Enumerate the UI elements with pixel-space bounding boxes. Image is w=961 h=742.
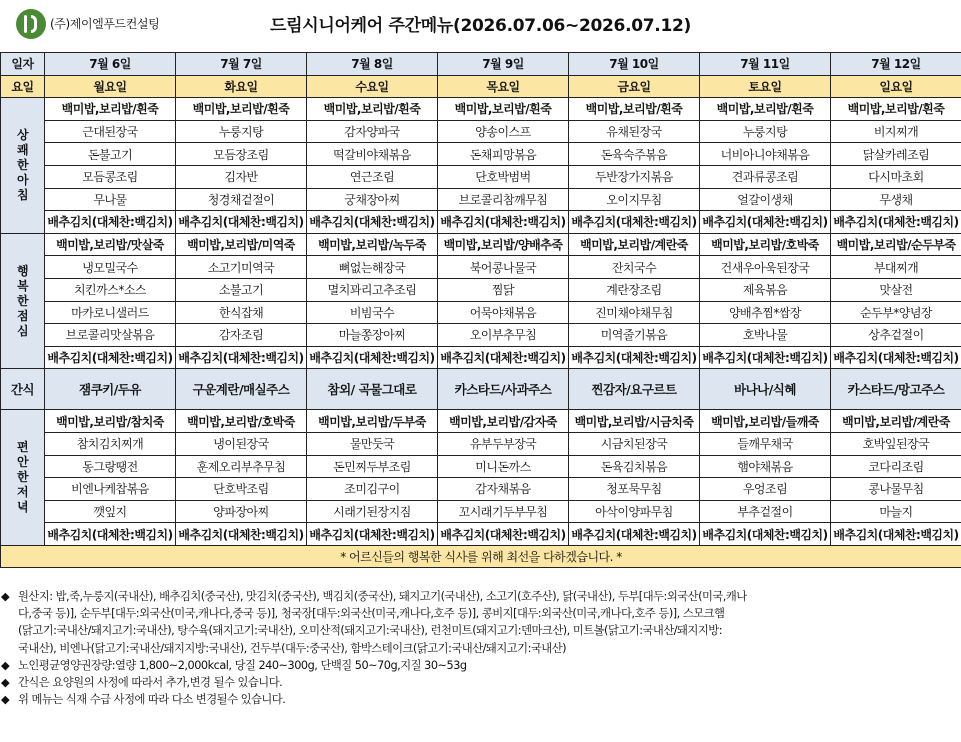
dinner-menu-item: 동그랑땡전 [45, 455, 176, 478]
lunch-menu-item: 배추김치(대체찬:백김치) [45, 346, 176, 369]
breakfast-menu-item: 모듬콩조림 [45, 165, 176, 188]
lunch-menu-item: 오이부추무침 [438, 324, 569, 347]
dinner-menu-item: 마늘지 [831, 500, 961, 523]
lunch-row [1, 324, 961, 347]
lunch-menu-item: 부대찌개 [831, 256, 961, 279]
date-cell: 7월 11일 [700, 53, 831, 76]
dinner-menu-item: 깻잎지 [45, 500, 176, 523]
company-name: (주)제이엘푸드컨설팅 [50, 17, 160, 31]
lunch-menu-item: 치킨까스*소스 [45, 278, 176, 301]
snack-row [1, 369, 961, 410]
dinner-menu-item: 배추김치(대체찬:백김치) [831, 523, 961, 546]
breakfast-menu-item: 단호박범벅 [438, 165, 569, 188]
dinner-menu-item: 백미밥,보리밥/두부죽 [307, 410, 438, 433]
lunch-menu-item: 잔치국수 [569, 256, 700, 279]
dinner-menu-item: 양파장아찌 [176, 500, 307, 523]
lunch-menu-item: 마카로니샐러드 [45, 301, 176, 324]
dinner-row [1, 410, 961, 433]
weekday-cell: 수요일 [307, 75, 438, 98]
snack-item: 찐감자/요구르트 [569, 369, 700, 410]
dinner-menu-item: 꼬시래기두부무침 [438, 500, 569, 523]
dinner-menu-item: 배추김치(대체찬:백김치) [569, 523, 700, 546]
dinner-menu-item: 햄야채볶음 [700, 455, 831, 478]
diamond-bullet-icon: ◆ [1, 676, 10, 690]
notice-row [1, 545, 961, 568]
breakfast-menu-item: 무나물 [45, 188, 176, 211]
lunch-row [1, 301, 961, 324]
note-line [0, 640, 961, 657]
dinner-menu-item: 유부두부장국 [438, 432, 569, 455]
page-header [0, 0, 961, 48]
breakfast-label-char: 아 [16, 172, 29, 187]
dinner-menu-item: 들깨무채국 [700, 432, 831, 455]
breakfast-label-char: 쾌 [16, 142, 29, 157]
breakfast-menu-item: 유채된장국 [569, 120, 700, 143]
weekday-cell: 월요일 [45, 75, 176, 98]
lunch-menu-item: 소불고기 [176, 278, 307, 301]
date-cell: 7월 7일 [176, 53, 307, 76]
weekday-cell: 토요일 [700, 75, 831, 98]
weekday-cell: 금요일 [569, 75, 700, 98]
lunch-label-char: 한 [16, 293, 29, 308]
breakfast-row [1, 98, 961, 121]
lunch-menu-item: 소고기미역국 [176, 256, 307, 279]
dinner-menu-item: 배추김치(대체찬:백김치) [307, 523, 438, 546]
dinner-menu-item: 백미밥,보리밥/참치죽 [45, 410, 176, 433]
lunch-menu-item: 찜닭 [438, 278, 569, 301]
dinner-row [1, 432, 961, 455]
note-line [0, 622, 961, 639]
lunch-menu-item: 브로콜리맛살볶음 [45, 324, 176, 347]
note-text: 국내산), 비엔나(닭고기:국내산/돼지지방:국내산), 건두부(대두:중국산), 함박스테이크(닭고기:국내산/돼지고기:국내산) [18, 641, 567, 655]
breakfast-menu-item: 배추김치(대체찬:백김치) [307, 211, 438, 234]
dinner-menu-item: 콩나물무침 [831, 478, 961, 501]
lunch-menu-item: 순두부*양념장 [831, 301, 961, 324]
dinner-menu-item: 호박잎된장국 [831, 432, 961, 455]
breakfast-menu-item: 비지찌개 [831, 120, 961, 143]
dinner-label-char: 녁 [16, 500, 29, 515]
weekday-cell: 화요일 [176, 75, 307, 98]
dinner-menu-item: 코다리조림 [831, 455, 961, 478]
breakfast-menu-item: 배추김치(대체찬:백김치) [569, 211, 700, 234]
lunch-menu-item: 냉모밀국수 [45, 256, 176, 279]
diamond-bullet-icon: ◆ [1, 693, 10, 707]
dinner-row [1, 455, 961, 478]
lunch-menu-item: 멸치꽈리고추조림 [307, 278, 438, 301]
snack-item: 카스타드/망고주스 [831, 369, 961, 410]
breakfast-menu-item: 백미밥,보리밥/흰죽 [569, 98, 700, 121]
dinner-menu-item: 백미밥,보리밥/시금치죽 [569, 410, 700, 433]
note-text: 다,중국 등)], 순두부[대두:외국산(미국,캐나다,중국 등)], 청국장[대두:외국산(미국,캐나다,호주 등)], 콩비지[대두:외국산(미국,캐나다,호주 등)], 스모크햄 [18, 607, 725, 621]
breakfast-menu-item: 견과류콩조림 [700, 165, 831, 188]
breakfast-menu-item: 백미밥,보리밥/흰죽 [176, 98, 307, 121]
page-title: 드림시니어케어 주간메뉴(2026.07.06~2026.07.12) [270, 16, 691, 36]
lunch-row [1, 278, 961, 301]
lunch-menu-item: 제육볶음 [700, 278, 831, 301]
breakfast-row [1, 211, 961, 234]
lunch-menu-item: 백미밥,보리밥/호박죽 [700, 233, 831, 256]
weekday-cell: 일요일 [831, 75, 961, 98]
lunch-row [1, 256, 961, 279]
dinner-menu-item: 백미밥,보리밥/계란죽 [831, 410, 961, 433]
lunch-menu-item: 어묵야채볶음 [438, 301, 569, 324]
dinner-menu-item: 배추김치(대체찬:백김치) [45, 523, 176, 546]
breakfast-menu-item: 두반장가지볶음 [569, 165, 700, 188]
note-text: 간식은 요양원의 사정에 따라서 추가,변경 될수 있습니다. [18, 676, 283, 690]
dinner-menu-item: 훈제오리부추무침 [176, 455, 307, 478]
weekday-label: 요일 [1, 75, 45, 98]
dinner-row [1, 500, 961, 523]
breakfast-menu-item: 떡갈비야채볶음 [307, 143, 438, 166]
dinner-menu-item: 미니돈까스 [438, 455, 569, 478]
breakfast-menu-item: 돈채피망볶음 [438, 143, 569, 166]
snack-item: 잼쿠키/두유 [45, 369, 176, 410]
note-text: 노인평균영양권장량:열량 1,800~2,000kcal, 당질 240~300g, 단백질 50~70g,지질 30~53g [18, 658, 467, 672]
snack-item: 바나나/식혜 [700, 369, 831, 410]
lunch-menu-item: 배추김치(대체찬:백김치) [831, 346, 961, 369]
note-text: 위 메뉴는 식재 수급 사정에 따라 다소 변경될수 있습니다. [18, 693, 286, 707]
breakfast-menu-item: 배추김치(대체찬:백김치) [700, 211, 831, 234]
dinner-menu-item: 냉이된장국 [176, 432, 307, 455]
breakfast-menu-item: 백미밥,보리밥/흰죽 [307, 98, 438, 121]
breakfast-menu-item: 청경채겉절이 [176, 188, 307, 211]
breakfast-menu-item: 오이지무침 [569, 188, 700, 211]
lunch-menu-item: 백미밥,보리밥/녹두죽 [307, 233, 438, 256]
dinner-menu-item: 참치김치찌개 [45, 432, 176, 455]
lunch-menu-item: 배추김치(대체찬:백김치) [700, 346, 831, 369]
dinner-menu-item: 비엔나케찹볶음 [45, 478, 176, 501]
breakfast-menu-item: 다시마초회 [831, 165, 961, 188]
breakfast-row [1, 188, 961, 211]
breakfast-row [1, 143, 961, 166]
lunch-menu-item: 백미밥,보리밥/계란죽 [569, 233, 700, 256]
breakfast-menu-item: 배추김치(대체찬:백김치) [176, 211, 307, 234]
note-line [0, 674, 961, 691]
lunch-menu-item: 백미밥,보리밥/순두부죽 [831, 233, 961, 256]
snack-item: 카스타드/사과주스 [438, 369, 569, 410]
breakfast-menu-item: 닭살카레조림 [831, 143, 961, 166]
dinner-menu-item: 청포묵무침 [569, 478, 700, 501]
lunch-label [1, 233, 45, 369]
lunch-menu-item: 북어콩나물국 [438, 256, 569, 279]
lunch-menu-item: 상추겉절이 [831, 324, 961, 347]
lunch-label-char: 행 [16, 263, 29, 278]
lunch-menu-item: 배추김치(대체찬:백김치) [569, 346, 700, 369]
breakfast-row [1, 165, 961, 188]
weekday-row [1, 75, 961, 98]
breakfast-menu-item: 궁채장아찌 [307, 188, 438, 211]
breakfast-menu-item: 백미밥,보리밥/흰죽 [831, 98, 961, 121]
note-text: (닭고기:국내산/돼지고기:국내산), 탕수육(돼지고기:국내산), 오미산적(돼지고기:국내산), 런천미트(돼지고기:덴마크산), 미트볼(닭고기:국내산/돼지지방: [18, 624, 723, 638]
breakfast-menu-item: 백미밥,보리밥/흰죽 [45, 98, 176, 121]
lunch-menu-item: 미역줄기볶음 [569, 324, 700, 347]
notes-section [0, 588, 961, 708]
dinner-menu-item: 돈민찌두부조림 [307, 455, 438, 478]
note-text: 원산지: 밥,죽,누룽지(국내산), 배추김치(중국산), 맛김치(중국산), 백김치(중국산), 돼지고기(국내산), 소고기(호주산), 닭(국내산), 두부[대두:외국산(미국,캐나 [18, 590, 747, 603]
notice-text: * 어르신들의 행복한 식사를 위해 최선을 다하겠습니다. * [1, 545, 961, 568]
lunch-menu-item: 건새우아욱된장국 [700, 256, 831, 279]
date-cell: 7월 9일 [438, 53, 569, 76]
snack-item: 참외/ 곡물그대로 [307, 369, 438, 410]
lunch-label-char: 점 [16, 308, 29, 323]
lunch-menu-item: 계란장조림 [569, 278, 700, 301]
breakfast-menu-item: 백미밥,보리밥/흰죽 [700, 98, 831, 121]
dinner-menu-item: 백미밥,보리밥/호박죽 [176, 410, 307, 433]
dinner-label-char: 편 [16, 440, 29, 455]
dinner-menu-item: 단호박조림 [176, 478, 307, 501]
breakfast-label-char: 침 [16, 187, 29, 202]
date-cell: 7월 12일 [831, 53, 961, 76]
breakfast-menu-item: 백미밥,보리밥/흰죽 [438, 98, 569, 121]
lunch-menu-item: 양배추찜*쌈장 [700, 301, 831, 324]
lunch-row [1, 346, 961, 369]
note-line [0, 605, 961, 622]
note-line [0, 588, 961, 605]
breakfast-menu-item: 브로콜리참깨무침 [438, 188, 569, 211]
breakfast-menu-item: 감자양파국 [307, 120, 438, 143]
snack-label: 간식 [1, 369, 45, 410]
lunch-menu-item: 진미채야채무침 [569, 301, 700, 324]
lunch-menu-item: 백미밥,보리밥/맛살죽 [45, 233, 176, 256]
date-cell: 7월 10일 [569, 53, 700, 76]
note-line [0, 691, 961, 708]
breakfast-menu-item: 누룽지탕 [700, 120, 831, 143]
dinner-label [1, 410, 45, 546]
lunch-label-char: 심 [16, 323, 29, 338]
lunch-menu-item: 배추김치(대체찬:백김치) [438, 346, 569, 369]
dinner-menu-item: 조미김구이 [307, 478, 438, 501]
lunch-menu-item: 백미밥,보리밥/양배추죽 [438, 233, 569, 256]
date-cell: 7월 8일 [307, 53, 438, 76]
lunch-label-char: 복 [16, 278, 29, 293]
date-row [1, 53, 961, 76]
breakfast-menu-item: 양송이스프 [438, 120, 569, 143]
dinner-menu-item: 우엉조림 [700, 478, 831, 501]
breakfast-menu-item: 돈불고기 [45, 143, 176, 166]
lunch-menu-item: 호박나물 [700, 324, 831, 347]
lunch-row [1, 233, 961, 256]
dinner-row [1, 523, 961, 546]
weekly-menu-table [0, 52, 961, 568]
dinner-row [1, 478, 961, 501]
lunch-menu-item: 뼈없는해장국 [307, 256, 438, 279]
dinner-menu-item: 시래기된장지짐 [307, 500, 438, 523]
lunch-menu-item: 비빔국수 [307, 301, 438, 324]
weekday-cell: 목요일 [438, 75, 569, 98]
dinner-menu-item: 배추김치(대체찬:백김치) [176, 523, 307, 546]
dinner-menu-item: 백미밥,보리밥/감자죽 [438, 410, 569, 433]
breakfast-menu-item: 누룽지탕 [176, 120, 307, 143]
breakfast-row [1, 120, 961, 143]
breakfast-menu-item: 배추김치(대체찬:백김치) [45, 211, 176, 234]
dinner-label-char: 한 [16, 470, 29, 485]
diamond-bullet-icon: ◆ [1, 590, 10, 603]
breakfast-label-char: 한 [16, 157, 29, 172]
dinner-menu-item: 배추김치(대체찬:백김치) [700, 523, 831, 546]
lunch-menu-item: 백미밥,보리밥/미역죽 [176, 233, 307, 256]
breakfast-menu-item: 근대된장국 [45, 120, 176, 143]
breakfast-menu-item: 너비아니야채볶음 [700, 143, 831, 166]
lunch-menu-item: 배추김치(대체찬:백김치) [176, 346, 307, 369]
lunch-menu-item: 배추김치(대체찬:백김치) [307, 346, 438, 369]
breakfast-menu-item: 무생채 [831, 188, 961, 211]
snack-item: 구운계란/매실주스 [176, 369, 307, 410]
breakfast-menu-item: 배추김치(대체찬:백김치) [438, 211, 569, 234]
lunch-menu-item: 감자조림 [176, 324, 307, 347]
dinner-menu-item: 백미밥,보리밥/들깨죽 [700, 410, 831, 433]
lunch-menu-item: 한식잡채 [176, 301, 307, 324]
breakfast-menu-item: 연근조림 [307, 165, 438, 188]
lunch-menu-item: 맛살전 [831, 278, 961, 301]
breakfast-menu-item: 모듬장조림 [176, 143, 307, 166]
date-cell: 7월 6일 [45, 53, 176, 76]
breakfast-menu-item: 김자반 [176, 165, 307, 188]
dinner-menu-item: 아삭이양파무침 [569, 500, 700, 523]
breakfast-label-char: 상 [16, 127, 29, 142]
dinner-menu-item: 부추겉절이 [700, 500, 831, 523]
dinner-label-char: 저 [16, 485, 29, 500]
note-line [0, 657, 961, 674]
dinner-menu-item: 배추김치(대체찬:백김치) [438, 523, 569, 546]
lunch-menu-item: 마늘쫑장아찌 [307, 324, 438, 347]
breakfast-menu-item: 배추김치(대체찬:백김치) [831, 211, 961, 234]
diamond-bullet-icon: ◆ [1, 658, 10, 672]
dinner-menu-item: 감자채볶음 [438, 478, 569, 501]
breakfast-menu-item: 얼갈이생채 [700, 188, 831, 211]
dinner-menu-item: 물만둣국 [307, 432, 438, 455]
date-label: 일자 [1, 53, 45, 76]
breakfast-label [1, 98, 45, 234]
dinner-menu-item: 시금치된장국 [569, 432, 700, 455]
breakfast-menu-item: 돈육숙주볶음 [569, 143, 700, 166]
dinner-label-char: 안 [16, 455, 29, 470]
dinner-menu-item: 돈육김치볶음 [569, 455, 700, 478]
